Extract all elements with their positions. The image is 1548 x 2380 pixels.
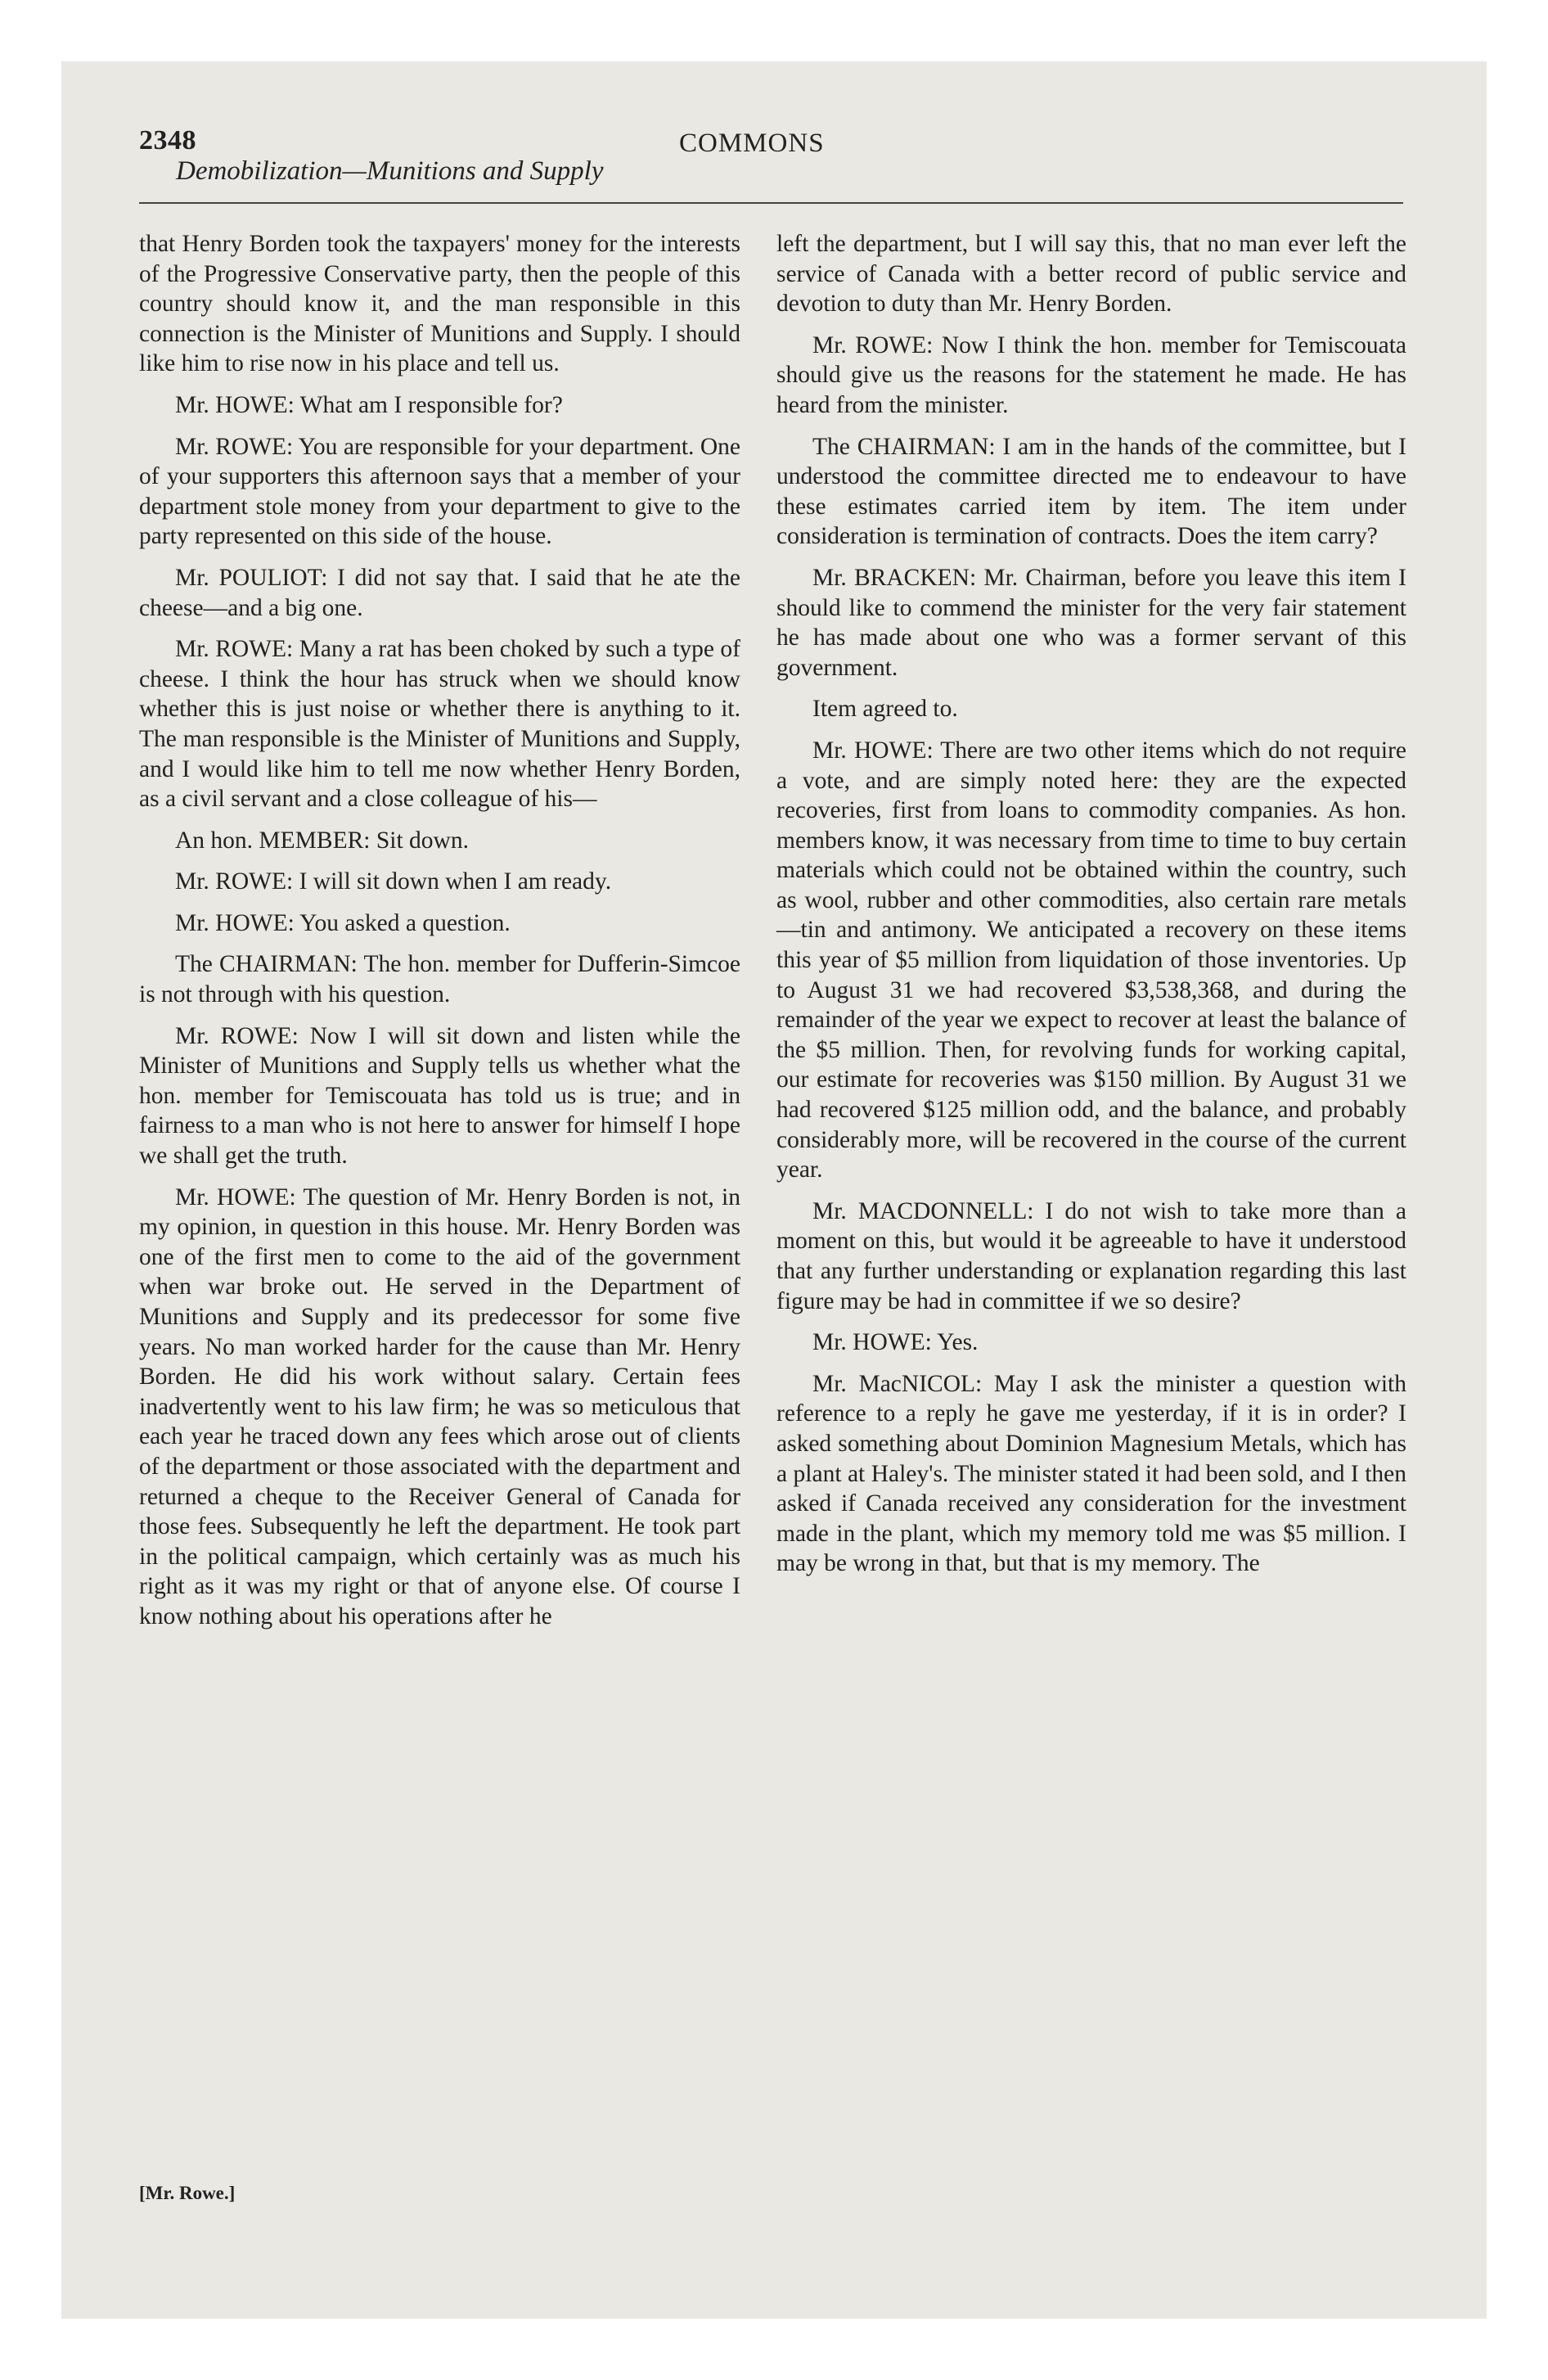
page-sheet xyxy=(61,61,1487,2319)
paragraph: Mr. ROWE: Now I think the hon. member for Temiscouata should give us the reasons for the statement he made. He has heard from the minister. xyxy=(776,331,1406,418)
paragraph: Mr. HOWE: What am I responsible for? xyxy=(175,391,563,418)
right-column xyxy=(776,229,1406,1590)
paragraph: Mr. HOWE: You asked a question. xyxy=(175,909,511,936)
running-title: COMMONS xyxy=(679,128,825,158)
paragraph: Mr. ROWE: I will sit down when I am ready. xyxy=(175,868,612,895)
paragraph: left the department, but I will say this, that no man ever left the service of Canada with a better record of public service and devotion to duty than Mr. Henry Borden. xyxy=(776,231,1406,318)
paragraph: Mr. MacNICOL: May I ask the minister a question with reference to a reply he gave me yesterday, if it is in order? I asked something about Dominion Magnesium Metals, which has a plant at Haley's. The minister stated it had been sold, and I then asked if Canada received any consideration for the investment made in the plant, which my memory told me was $5 million. I may be wrong in that, but that is my memory. The xyxy=(776,1370,1406,1577)
paragraph: The CHAIRMAN: I am in the hands of the committee, but I understood the committee directed me to endeavour to have these estimates carried item by item. The item under consideration is termination of contracts. Does the item carry? xyxy=(776,433,1406,550)
paragraph: Mr. POULIOT: I did not say that. I said that he ate the cheese—and a big one. xyxy=(139,564,740,621)
header-rule xyxy=(139,202,1403,204)
paragraph: Mr. HOWE: The question of Mr. Henry Borden is not, in my opinion, in question in this house. Mr. Henry Borden was one of the first men to come to the aid of the government when war broke out. He served in the Department of Munitions and Supply and its predecessor for some five years. No man worked harder for the cause than Mr. Henry Borden. He did his work without salary. Certain fees inadvertently went to his law firm; he was so meticulous that each year he traced down any fees which arose out of clients of the department or those associated with the department and returned a cheque to the Receiver General of Canada for those fees. Subsequently he left the department. He took part in the political campaign, which certainly was as much his right as it was my right or that of anyone else. Of course I know nothing about his operations after he xyxy=(139,1183,740,1629)
paragraph: Mr. ROWE: You are responsible for your department. One of your supporters this afternoon says that a member of your department stole money from your department to give to the party represented on this side of the house. xyxy=(139,433,740,550)
paragraph: Item agreed to. xyxy=(812,696,958,723)
page-number: 2348 xyxy=(139,125,196,156)
paragraph: The CHAIRMAN: The hon. member for Dufferin-Simcoe is not through with his question. xyxy=(139,951,740,1008)
paragraph: that Henry Borden took the taxpayers' money for the interests of the Progressive Conservative party, then the people of this country should know it, and the man responsible in this connection is the Minister of Munitions and Supply. I should like him to rise now in his place and tell us. xyxy=(139,231,740,377)
left-column xyxy=(139,229,740,1643)
page-header xyxy=(61,61,1487,209)
paragraph: Mr. HOWE: Yes. xyxy=(812,1329,979,1356)
paragraph: Mr. BRACKEN: Mr. Chairman, before you leave this item I should like to commend the minister for the very fair statement he has made about one who was a former servant of this government. xyxy=(776,564,1406,681)
paragraph: Mr. MACDONNELL: I do not wish to take more than a moment on this, but would it be agreeable to have it understood that any further understanding or explanation regarding this last figure may be had in committee if we so desire? xyxy=(776,1197,1406,1314)
paragraph: Mr. ROWE: Now I will sit down and listen while the Minister of Munitions and Supply tells us whether what the hon. member for Temiscouata has told us is true; and in fairness to a man who is not here to answer for himself I hope we shall get the truth. xyxy=(139,1022,740,1170)
paragraph: An hon. MEMBER: Sit down. xyxy=(175,827,469,854)
section-subtitle: Demobilization—Munitions and Supply xyxy=(176,156,604,186)
speaker-footer-tag: [Mr. Rowe.] xyxy=(139,2183,236,2203)
paragraph: Mr. HOWE: There are two other items which do not require a vote, and are simply noted here: they are the expected recoveries, first from loans to commodity companies. As hon. members know, it was necessary from time to time to buy certain materials which could not be obtained within the country, such as wool, rubber and other commodities, also certain rare metals—tin and antimony. We anticipated a recovery on these items this year of $5 million from liquidation of those inventories. Up to August 31 we had recovered $3,538,368, and during the remainder of the year we expect to recover at least the balance of the $5 million. Then, for revolving funds for working capital, our estimate for recoveries was $150 million. By August 31 we had recovered $125 million odd, and the balance, and probably considerably more, will be recovered in the course of the current year. xyxy=(776,737,1406,1183)
paragraph: Mr. ROWE: Many a rat has been choked by such a type of cheese. I think the hour has struck when we should know whether this is just noise or whether there is anything to it. The man responsible is the Minister of Munitions and Supply, and I would like him to tell me now whether Henry Borden, as a civil servant and a close colleague of his— xyxy=(139,636,740,813)
